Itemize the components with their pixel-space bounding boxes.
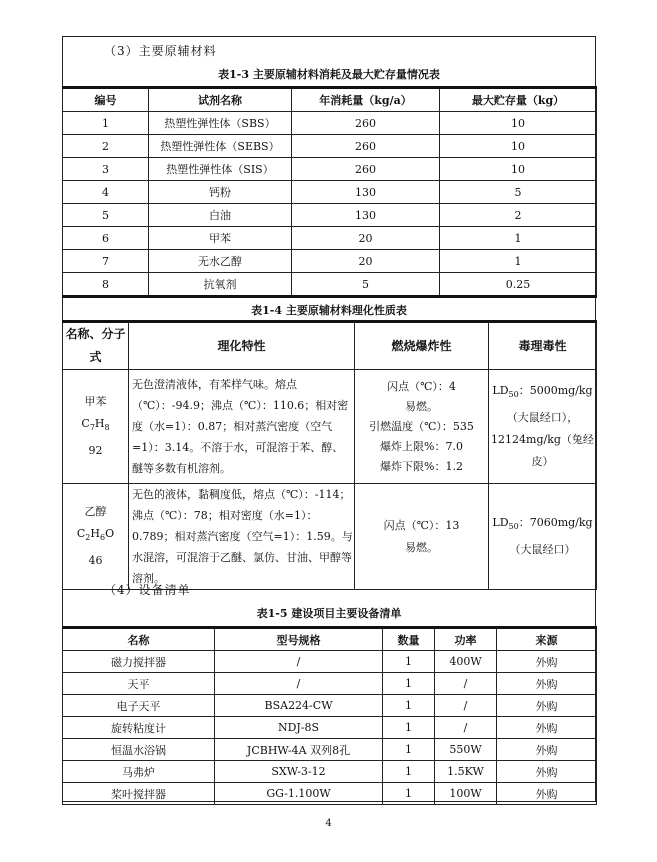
table-row: 2 热塑性弹性体（SEBS） 260 10 [63, 135, 597, 158]
table-row: 1 热塑性弹性体（SBS） 260 10 [63, 112, 597, 135]
table-1-5-caption: 表1-5 建设项目主要设备清单 [256, 607, 402, 620]
table-header-row [63, 628, 597, 651]
page-number: 4 [325, 818, 332, 829]
col-header-number: 编号 [63, 88, 149, 112]
toluene-formula: $C_7H_8$ [81, 417, 110, 433]
table-row: 8 抗氧剂 5 0.25 [63, 273, 597, 297]
toluene-flammability: 闪点（℃）：4 易燃。 引燃温度（℃）：535 爆炸上限%：7.0 爆炸下限%：1.2 [355, 370, 489, 484]
table-header-row [63, 322, 597, 370]
col-header-model: 型号规格 [215, 628, 383, 651]
table-row: 6 甲苯 20 1 [63, 227, 597, 250]
table-row: 恒温水浴锅 JCBHW-4A 双列8孔 1 550W 外购 [63, 739, 597, 761]
col-header-physical-properties: 理化特性 [129, 322, 355, 370]
col-header-equipment-name: 名称 [63, 628, 215, 651]
table-row: 桨叶搅拌器 GG-1.100W 1 100W 外购 [63, 783, 597, 805]
toluene-toxicity: $LD_{50}$：5000mg/kg （大鼠经口）， 12124mg/kg（兔经皮） [489, 370, 597, 484]
materials-consumption-table [62, 86, 597, 298]
table-row-toluene [63, 370, 597, 484]
col-header-max-storage: 最大贮存量（kg） [440, 88, 597, 112]
ethanol-flammability: 闪点（℃）：13 易燃。 [355, 484, 489, 590]
table-row: 7 无水乙醇 20 1 [63, 250, 597, 273]
toluene-name-cell: 甲苯 $C_7H_8$ 92 [63, 370, 129, 484]
table-row: 天平 / 1 / 外购 [63, 673, 597, 695]
table-row: 旋转粘度计 NDJ-8S 1 / 外购 [63, 717, 597, 739]
ethanol-name-cell: 乙醇 $C_2H_6O$ 46 [63, 484, 129, 590]
table-row: 5 白油 130 2 [63, 204, 597, 227]
equipment-table [62, 626, 597, 805]
ethanol-formula: $C_2H_6O$ [76, 527, 115, 543]
col-header-source: 来源 [497, 628, 597, 651]
col-header-power: 功率 [435, 628, 497, 651]
table-row: 3 热塑性弹性体（SIS） 260 10 [63, 158, 597, 181]
table-row: 磁力搅拌器 / 1 400W 外购 [63, 651, 597, 673]
col-header-annual-consumption: 年消耗量（kg/a） [292, 88, 440, 112]
col-header-reagent: 试剂名称 [149, 88, 292, 112]
toluene-physical-properties: 无色澄清液体，有苯样气味。熔点（℃）：-94.9；沸点（℃）：110.6；相对密度（水=1）：0.87；相对蒸汽密度（空气=1）：3.14。不溶于水，可混溶于苯、醇、醚等多数有机溶剂。 [129, 370, 355, 484]
ethanol-physical-properties: 无色的液体，黏稠度低，熔点（℃）：-114；沸点（℃）：78；相对密度（水=1）：0.789；相对蒸汽密度（空气=1）：1.59。与水混溶，可混溶于乙醚、氯仿、甘油、甲醇等溶剂。 [129, 484, 355, 590]
col-header-name-formula: 名称、分子式 [63, 322, 129, 370]
col-header-flammability: 燃烧爆炸性 [355, 322, 489, 370]
col-header-quantity: 数量 [383, 628, 435, 651]
properties-table [62, 320, 597, 590]
section-heading-equipment: （4）设备清单 [104, 583, 191, 597]
col-header-toxicity: 毒理毒性 [489, 322, 597, 370]
table-header-row [63, 88, 597, 112]
section-heading-materials: （3）主要原辅材料 [104, 44, 217, 58]
table-row: 电子天平 BSA224-CW 1 / 外购 [63, 695, 597, 717]
table-row-ethanol [63, 484, 597, 590]
table-row: 马弗炉 SXW-3-12 1 1.5KW 外购 [63, 761, 597, 783]
table-row: 4 钙粉 130 5 [63, 181, 597, 204]
table-1-4-caption: 表1-4 主要原辅材料理化性质表 [251, 304, 407, 317]
ethanol-toxicity: $LD_{50}$：7060mg/kg （大鼠经口） [489, 484, 597, 590]
table-1-3-caption: 表1-3 主要原辅材料消耗及最大贮存量情况表 [218, 68, 440, 81]
